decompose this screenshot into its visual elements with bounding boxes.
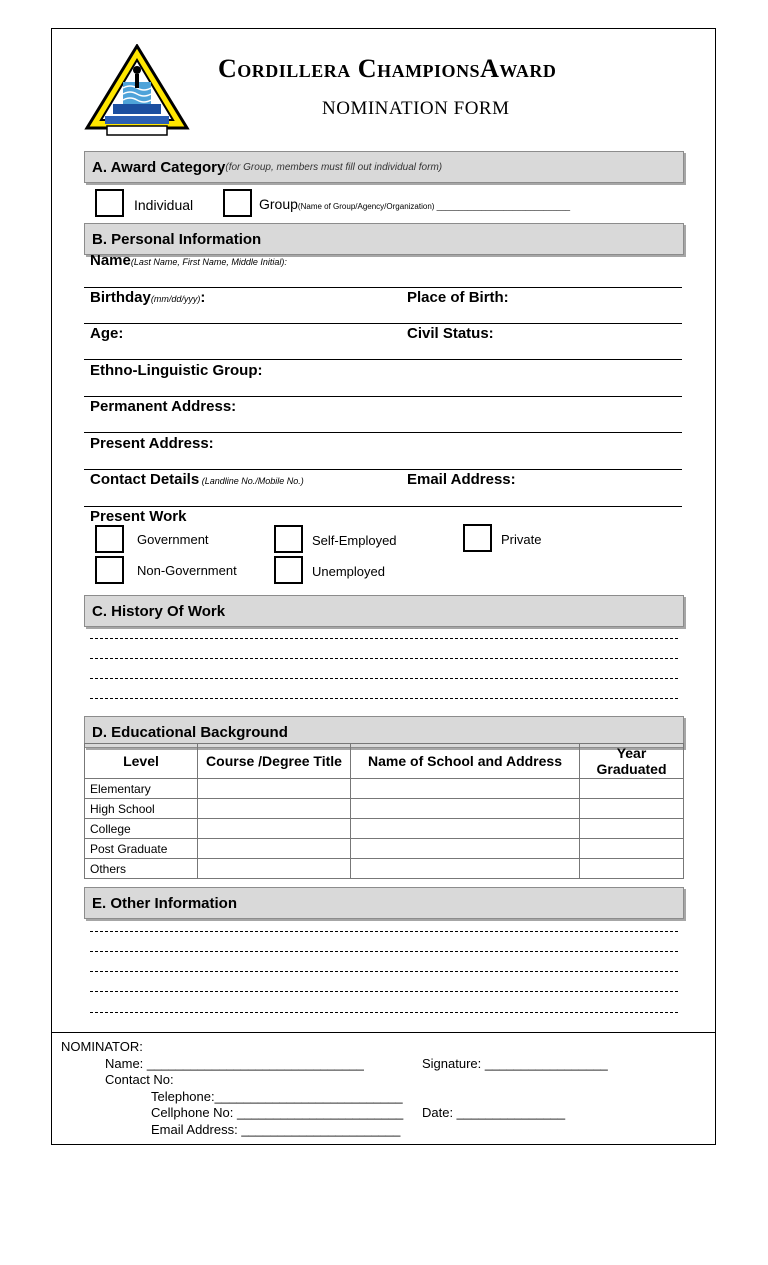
unemployed-checkbox[interactable] — [274, 556, 303, 584]
section-a-header — [84, 151, 684, 183]
ethno-linguistic-label: Ethno-Linguistic Group: — [90, 362, 263, 379]
nominator-heading: NOMINATOR: — [61, 1039, 143, 1054]
level-cell: High School — [85, 799, 198, 819]
year-cell[interactable] — [580, 859, 684, 879]
individual-checkbox[interactable] — [95, 189, 124, 217]
age-line[interactable] — [84, 359, 682, 360]
education-table — [84, 743, 684, 879]
course-cell[interactable] — [198, 779, 351, 799]
year-cell[interactable] — [580, 779, 684, 799]
school-cell[interactable] — [351, 799, 580, 819]
private-label: Private — [501, 532, 542, 547]
private-checkbox[interactable] — [463, 524, 492, 552]
individual-label: Individual — [134, 197, 194, 213]
birthday-hint: (mm/dd/yyy) — [150, 294, 201, 304]
level-header: Level — [85, 744, 198, 779]
school-cell[interactable] — [351, 859, 580, 879]
form-subtitle: NOMINATION FORM — [322, 98, 510, 119]
birthday-line[interactable] — [84, 323, 682, 324]
year-cell[interactable] — [580, 799, 684, 819]
year-cell[interactable] — [580, 819, 684, 839]
nominator-contact-label: Contact No: — [105, 1072, 174, 1087]
other-info-line[interactable] — [90, 991, 678, 992]
nominator-name-field[interactable]: Name: ______________________________ — [105, 1056, 364, 1071]
level-cell: Post Graduate — [85, 839, 198, 859]
non-government-checkbox[interactable] — [95, 556, 124, 584]
self-employed-label: Self-Employed — [312, 533, 397, 548]
birthday-label: Birthday — [90, 289, 151, 306]
section-a-title: A. Award Category — [92, 158, 226, 176]
nominator-cellphone-field[interactable]: Cellphone No: _______________________ — [151, 1105, 404, 1120]
ethno-line[interactable] — [84, 396, 682, 397]
work-history-line[interactable] — [90, 658, 678, 659]
course-cell[interactable] — [198, 799, 351, 819]
table-row — [85, 779, 684, 799]
name-hint: (Last Name, First Name, Middle Initial): — [130, 257, 287, 267]
name-label: Name — [90, 252, 131, 269]
permanent-address-label: Permanent Address: — [90, 398, 237, 415]
nominator-telephone-field[interactable]: Telephone:__________________________ — [151, 1089, 403, 1104]
education-header-row — [85, 744, 684, 779]
contact-details-field-label — [90, 471, 304, 488]
birthday-field-label — [90, 289, 205, 306]
course-cell[interactable] — [198, 859, 351, 879]
year-header: Year Graduated — [580, 744, 684, 779]
work-history-line[interactable] — [90, 678, 678, 679]
contact-line[interactable] — [84, 506, 682, 507]
work-history-line[interactable] — [90, 698, 678, 699]
present-work-label: Present Work — [90, 508, 187, 525]
other-info-line[interactable] — [90, 951, 678, 952]
non-government-label: Non-Government — [137, 563, 237, 578]
nominator-signature-field[interactable]: Signature: _________________ — [422, 1056, 608, 1071]
nominator-date-field[interactable]: Date: _______________ — [422, 1105, 566, 1120]
school-cell[interactable] — [351, 819, 580, 839]
birthday-colon: : — [200, 289, 206, 306]
permanent-address-line[interactable] — [84, 432, 682, 433]
present-address-label: Present Address: — [90, 435, 214, 452]
section-b-title: B. Personal Information — [92, 230, 262, 248]
name-line[interactable] — [84, 287, 682, 288]
other-info-line[interactable] — [90, 1012, 678, 1013]
place-of-birth-label: Place of Birth: — [407, 289, 509, 306]
group-label — [259, 196, 570, 212]
section-c-title: C. History Of Work — [92, 602, 226, 620]
table-row — [85, 799, 684, 819]
section-e-title: E. Other Information — [92, 894, 238, 912]
course-cell[interactable] — [198, 839, 351, 859]
year-cell[interactable] — [580, 839, 684, 859]
school-cell[interactable] — [351, 779, 580, 799]
form-title: Cordillera ChampionsAward — [218, 54, 557, 83]
contact-hint: (Landline No./Mobile No.) — [199, 476, 304, 486]
school-header: Name of School and Address — [351, 744, 580, 779]
table-row — [85, 859, 684, 879]
section-d-title: D. Educational Background — [92, 723, 288, 741]
self-employed-checkbox[interactable] — [274, 525, 303, 553]
nominator-email-field[interactable]: Email Address: ______________________ — [151, 1122, 401, 1137]
cordillera-rdc-logo — [83, 44, 191, 136]
table-row — [85, 819, 684, 839]
table-row — [85, 839, 684, 859]
civil-status-label: Civil Status: — [407, 325, 494, 342]
group-checkbox[interactable] — [223, 189, 252, 217]
level-cell: College — [85, 819, 198, 839]
group-note: (Name of Group/Agency/Organization) ______________________________ — [297, 202, 571, 211]
other-info-line[interactable] — [90, 931, 678, 932]
present-address-line[interactable] — [84, 469, 682, 470]
email-address-label: Email Address: — [407, 471, 516, 488]
other-info-line[interactable] — [90, 971, 678, 972]
school-cell[interactable] — [351, 839, 580, 859]
course-cell[interactable] — [198, 819, 351, 839]
government-checkbox[interactable] — [95, 525, 124, 553]
unemployed-label: Unemployed — [312, 564, 385, 579]
section-e-header — [84, 887, 684, 919]
level-cell: Elementary — [85, 779, 198, 799]
age-label: Age: — [90, 325, 124, 342]
work-history-line[interactable] — [90, 638, 678, 639]
section-c-header — [84, 595, 684, 627]
level-cell: Others — [85, 859, 198, 879]
section-b-header — [84, 223, 684, 255]
course-header: Course /Degree Title — [198, 744, 351, 779]
contact-label: Contact Details — [90, 471, 200, 488]
name-field-label — [90, 252, 287, 269]
section-a-note: (for Group, members must fill out individual form) — [225, 161, 443, 173]
government-label: Government — [137, 532, 209, 547]
group-text: Group — [259, 196, 298, 212]
